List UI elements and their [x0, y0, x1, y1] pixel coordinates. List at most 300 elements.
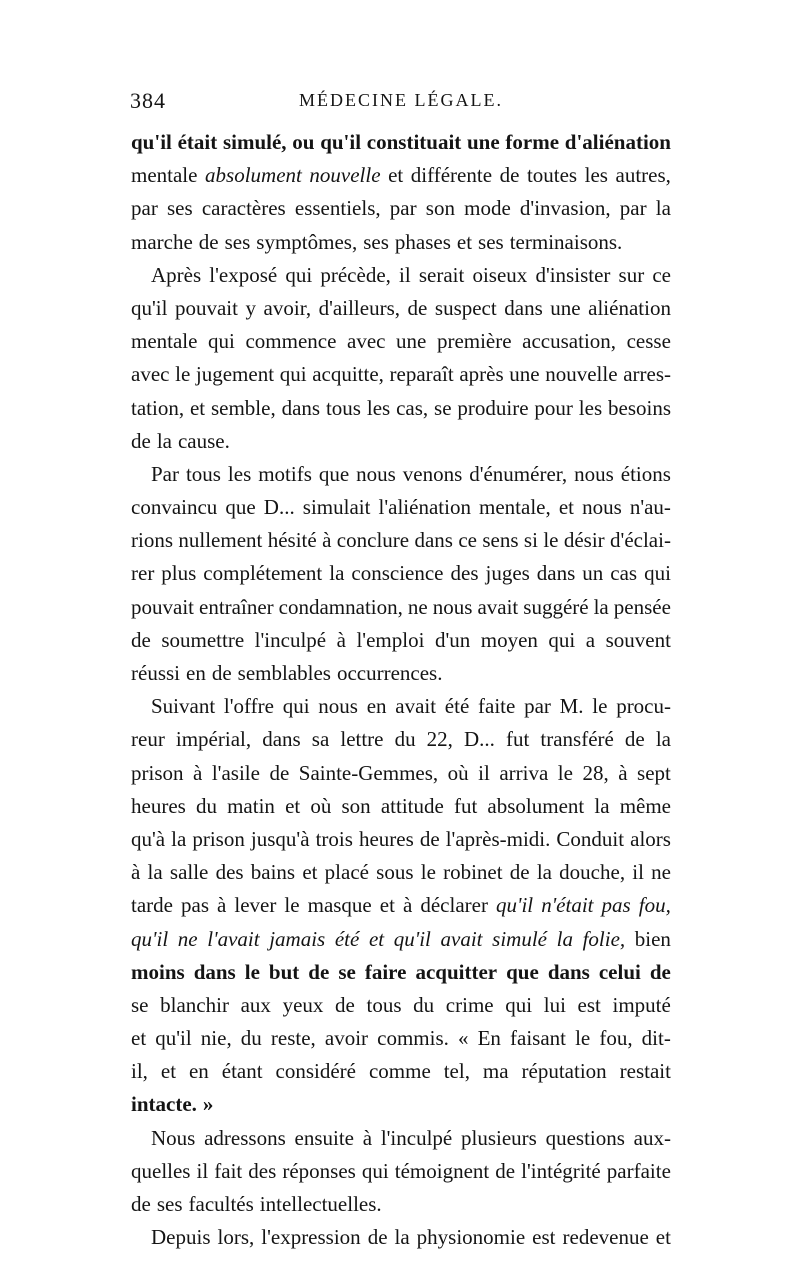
word: la	[394, 1225, 410, 1250]
text-line	[131, 657, 671, 690]
word: première	[436, 329, 512, 354]
word: moyen	[480, 627, 538, 652]
word: tel,	[443, 1059, 470, 1084]
word: oiseux	[472, 262, 528, 287]
word: à	[402, 893, 413, 918]
word: sens	[482, 528, 519, 553]
word: qui	[505, 992, 533, 1017]
word: une	[396, 329, 427, 354]
word: pas	[181, 893, 210, 918]
word: de	[407, 295, 428, 320]
word: de	[367, 1225, 388, 1250]
text-line	[131, 1155, 671, 1188]
text-line	[131, 1088, 671, 1121]
word: nous	[432, 594, 473, 619]
word: du	[413, 992, 435, 1017]
word: dit-	[641, 1026, 671, 1051]
word: été	[444, 694, 470, 719]
word: et	[368, 926, 385, 951]
word: il	[399, 262, 411, 287]
word: absolument	[487, 793, 585, 818]
word: mode	[464, 196, 511, 221]
word: le	[575, 1026, 591, 1051]
word: produire	[457, 395, 529, 420]
word: physionomie	[416, 1225, 526, 1250]
word: fait	[214, 1158, 243, 1183]
word: Conduit	[556, 826, 625, 851]
word: complétement	[203, 561, 323, 586]
word: était	[177, 130, 218, 154]
word: intellectuelles.	[259, 1192, 382, 1216]
word: transféré	[540, 727, 614, 752]
text-line	[131, 458, 671, 491]
word: serait	[418, 262, 465, 287]
word: simulé,	[222, 130, 287, 154]
word: la	[594, 793, 610, 818]
word: moins	[131, 959, 185, 984]
page-header	[130, 88, 672, 122]
word: n'au-	[629, 495, 671, 520]
word: cas,	[396, 395, 429, 420]
page-number: 384	[130, 88, 166, 113]
word: pouvait	[174, 295, 238, 320]
word: par	[524, 694, 551, 719]
word: sept	[637, 760, 671, 785]
word: ce	[458, 528, 477, 553]
word: de	[131, 1192, 151, 1216]
word: nous	[574, 461, 614, 486]
word: de	[211, 661, 232, 685]
word: l'inculpé	[380, 1125, 453, 1150]
word: simulait	[302, 495, 371, 520]
word: et	[379, 893, 395, 918]
word: bien	[634, 926, 671, 951]
word: essentiels,	[294, 196, 381, 221]
word: sous	[376, 860, 414, 885]
word: qui	[282, 694, 310, 719]
text-line	[131, 159, 671, 192]
word: ses	[363, 229, 389, 254]
word: bains	[250, 860, 296, 885]
word: il,	[131, 1059, 148, 1084]
word: d'invasion,	[519, 196, 611, 221]
word: que	[318, 461, 350, 486]
word: considéré	[275, 1059, 356, 1084]
word: une	[509, 362, 540, 387]
word: jamais	[269, 926, 326, 951]
word: est	[532, 1225, 556, 1250]
word: à	[131, 860, 141, 885]
word: la	[655, 727, 671, 752]
word: à	[618, 760, 628, 785]
word: avait	[395, 694, 437, 719]
word: reur	[131, 727, 165, 752]
word: l'expression	[261, 1225, 361, 1250]
word: qui	[285, 262, 313, 287]
word: Après	[151, 262, 202, 287]
word: qui	[361, 1158, 389, 1183]
word: se	[338, 959, 356, 984]
word: questions	[545, 1125, 625, 1150]
word: son	[341, 793, 371, 818]
word: qu'à	[131, 826, 166, 851]
word: ne	[407, 594, 428, 619]
word: mentale,	[479, 495, 551, 520]
word: facultés	[188, 1192, 254, 1216]
word: dans	[504, 295, 543, 320]
word: dans	[281, 395, 321, 420]
word: matin	[227, 793, 275, 818]
word: suggéré	[523, 594, 589, 619]
word: conscience	[351, 561, 444, 586]
word: convaincu	[131, 495, 218, 520]
word: condamnation,	[278, 594, 403, 619]
word: une	[467, 130, 500, 154]
word: nous	[318, 694, 358, 719]
word: pas	[601, 893, 631, 918]
word: dans	[536, 561, 576, 586]
word: arres-	[623, 362, 671, 387]
word: réputation	[521, 1059, 607, 1084]
word: avait	[477, 594, 519, 619]
word: acquitter	[415, 959, 498, 984]
word: si	[523, 528, 538, 553]
word: attitude	[380, 793, 444, 818]
word: et	[302, 860, 318, 885]
word: entraîner	[199, 594, 274, 619]
word: témoignent	[394, 1158, 490, 1183]
word: juges	[485, 561, 530, 586]
word: été	[334, 926, 360, 951]
text-line	[131, 823, 671, 856]
word: et	[189, 395, 206, 420]
word: Par	[151, 461, 179, 486]
word: absolument	[205, 163, 302, 188]
word: nie,	[200, 1026, 232, 1051]
word: du	[394, 727, 416, 752]
word: heures	[131, 793, 186, 818]
word: qui	[548, 627, 576, 652]
word: tarde	[131, 893, 173, 918]
word: hésité	[267, 528, 317, 553]
word: toutes	[526, 163, 578, 188]
word: semble,	[210, 395, 276, 420]
word: l'après-midi.	[445, 826, 551, 851]
text-line	[131, 292, 671, 325]
word: but	[268, 959, 300, 984]
word: redevenue	[562, 1225, 649, 1250]
word: à	[362, 1125, 373, 1150]
text-line	[131, 624, 671, 657]
word: dans	[414, 528, 453, 553]
word: Depuis	[151, 1225, 211, 1250]
word: d'éclai-	[610, 528, 671, 553]
word: il	[196, 1158, 209, 1183]
word: a	[585, 627, 596, 652]
word: impérial,	[175, 727, 252, 752]
text-line	[131, 1055, 671, 1088]
text-line	[131, 757, 671, 790]
word: lui	[543, 992, 566, 1017]
word: Sainte-Gemmes,	[298, 760, 439, 785]
word: dans	[193, 959, 236, 984]
word: le	[420, 860, 436, 885]
word: qui	[208, 329, 235, 354]
word: un	[582, 561, 604, 586]
word: tation,	[131, 395, 185, 420]
word: de	[335, 992, 355, 1017]
word: à	[336, 627, 346, 652]
word: réussi	[131, 661, 180, 685]
word: commis.	[377, 1026, 449, 1051]
word: et	[558, 495, 574, 520]
word: de	[509, 860, 530, 885]
text-line	[131, 392, 671, 425]
word: plus	[161, 561, 197, 586]
word: l'exposé	[209, 262, 278, 287]
word: les	[227, 461, 252, 486]
text-line	[131, 524, 671, 557]
word: de	[499, 163, 520, 188]
word: pour	[534, 395, 573, 420]
word: où	[310, 793, 332, 818]
word: en	[186, 661, 206, 685]
word: nous	[582, 495, 622, 520]
word: suspect	[434, 295, 497, 320]
word: tous	[325, 395, 361, 420]
word: une	[550, 295, 581, 320]
word: commence	[245, 329, 337, 354]
word: blanchir	[160, 992, 229, 1017]
text-line	[131, 325, 671, 358]
word: le	[244, 959, 260, 984]
word: de	[649, 959, 671, 984]
word: soumettre	[161, 627, 245, 652]
word: semblables	[237, 661, 331, 685]
word: intacte.	[131, 1092, 197, 1117]
word: l'offre	[223, 694, 274, 719]
word: et	[131, 1026, 147, 1051]
text-line	[131, 425, 671, 458]
word: robinet	[443, 860, 503, 885]
word: et	[456, 229, 473, 254]
word: rer	[131, 561, 155, 586]
word: précède,	[320, 262, 391, 287]
word: à	[217, 893, 227, 918]
word: D...	[263, 495, 295, 520]
word: autres,	[615, 163, 671, 188]
text-line	[131, 192, 671, 225]
word: cas	[610, 561, 638, 586]
word: de	[131, 627, 151, 652]
word: l'emploi	[356, 627, 425, 652]
word: ses	[166, 196, 193, 221]
word: fou,	[638, 893, 671, 918]
word: désir	[563, 528, 605, 553]
word: l'aliénation	[378, 495, 471, 520]
text-line	[131, 259, 671, 292]
word: mentale	[131, 329, 198, 354]
word: il	[632, 860, 644, 885]
word: ses	[224, 229, 251, 254]
word: fut	[505, 727, 530, 752]
word: à	[193, 760, 203, 785]
word: constituait	[366, 130, 462, 154]
text-line	[131, 923, 671, 956]
word: cause.	[177, 428, 230, 453]
word: de	[198, 229, 219, 254]
word: simulé	[492, 926, 547, 951]
word: caractères	[201, 196, 286, 221]
word: masque	[307, 893, 372, 918]
word: sa	[311, 727, 330, 752]
word: l'asile	[211, 760, 260, 785]
word: reste,	[270, 1026, 316, 1051]
word: venons	[402, 461, 463, 486]
text-line	[131, 226, 671, 259]
word: prison	[192, 826, 245, 851]
word: se	[131, 992, 149, 1017]
word: ce	[652, 262, 671, 287]
word: ma	[482, 1059, 509, 1084]
word: déclarer	[420, 893, 488, 918]
word: aux-	[633, 1125, 671, 1150]
word: dans	[262, 727, 301, 752]
word: même	[619, 793, 671, 818]
word: ses	[478, 229, 504, 254]
word: la	[655, 196, 671, 221]
word: la	[556, 926, 573, 951]
word: la	[593, 594, 609, 619]
word: qu'il	[495, 893, 534, 918]
body-text	[131, 126, 671, 1254]
word: d'énumérer,	[469, 461, 568, 486]
word: arriva	[499, 760, 549, 785]
word: qu'il	[131, 926, 169, 951]
word: en	[366, 694, 387, 719]
word: avec	[347, 329, 386, 354]
word: imputé	[612, 992, 671, 1017]
word: ou	[292, 130, 315, 154]
text-line	[131, 889, 671, 922]
word: étions	[620, 461, 671, 486]
word: jugement	[195, 362, 275, 387]
word: mentale	[131, 163, 198, 188]
word: accusation,	[522, 329, 617, 354]
word: du	[195, 793, 217, 818]
running-title: MÉDECINE LÉGALE.	[299, 90, 503, 110]
word: y	[245, 295, 257, 320]
word: d'aliénation	[564, 130, 671, 154]
word: heures	[358, 826, 414, 851]
text-line	[131, 856, 671, 889]
word: forme	[505, 130, 560, 154]
word: du	[240, 1026, 262, 1051]
text-line	[131, 956, 671, 989]
word: restait	[619, 1059, 671, 1084]
word: «	[457, 1026, 469, 1051]
word: crime	[445, 992, 494, 1017]
text-line	[131, 1221, 671, 1254]
text-line	[131, 358, 671, 391]
word: En	[477, 1026, 501, 1051]
word: son	[425, 196, 455, 221]
word: après	[459, 362, 504, 387]
word: sur	[618, 262, 645, 287]
word: terminaisons.	[509, 229, 623, 254]
word: rions	[131, 528, 173, 553]
word: qui	[644, 561, 671, 586]
word: et	[655, 1225, 671, 1250]
word: ne	[177, 926, 198, 951]
word: la	[329, 561, 345, 586]
word: les	[584, 163, 608, 188]
word: folie,	[582, 926, 626, 951]
word: de	[131, 428, 151, 453]
word: fou,	[599, 1026, 633, 1051]
word: avoir,	[263, 295, 312, 320]
word: lors,	[217, 1225, 255, 1250]
word: faire	[364, 959, 407, 984]
word: prison	[131, 760, 184, 785]
word: faite	[478, 694, 516, 719]
word: l'intégrité	[521, 1158, 601, 1183]
word: d'un	[434, 627, 471, 652]
text-line	[131, 557, 671, 590]
word: souvent	[605, 627, 671, 652]
word: des	[215, 860, 244, 885]
text-line	[131, 1022, 671, 1055]
text-line	[131, 591, 671, 624]
word: lettre	[340, 727, 384, 752]
word: fut	[453, 793, 478, 818]
word: l'avait	[207, 926, 260, 951]
word: et	[285, 793, 301, 818]
text-line	[131, 690, 671, 723]
word: conclure	[336, 528, 410, 553]
word: avec	[131, 362, 170, 387]
word: des	[248, 1158, 277, 1183]
word: procu-	[616, 694, 671, 719]
word: les	[578, 395, 603, 420]
word: ensuite	[294, 1125, 354, 1150]
word: réponses	[282, 1158, 356, 1183]
word: et	[388, 163, 404, 188]
word: par	[131, 196, 158, 221]
text-line	[131, 1122, 671, 1155]
word: symptômes,	[256, 229, 358, 254]
word: cesse	[626, 329, 671, 354]
text-line	[131, 126, 671, 159]
word: yeux	[282, 992, 324, 1017]
word: M.	[559, 694, 584, 719]
word: plusieurs	[461, 1125, 537, 1150]
word: la	[147, 860, 163, 885]
word: adressons	[204, 1125, 286, 1150]
word: jusqu'à	[250, 826, 310, 851]
word: nouvelle	[309, 163, 381, 188]
word: par	[389, 196, 417, 221]
word: le	[175, 362, 191, 387]
word: 22,	[426, 727, 453, 752]
word: en	[188, 1059, 209, 1084]
word: »	[202, 1092, 214, 1117]
word: avait	[440, 926, 483, 951]
word: avoir	[324, 1026, 369, 1051]
word: trois	[315, 826, 353, 851]
word: la	[171, 826, 187, 851]
word: de	[495, 1158, 516, 1183]
